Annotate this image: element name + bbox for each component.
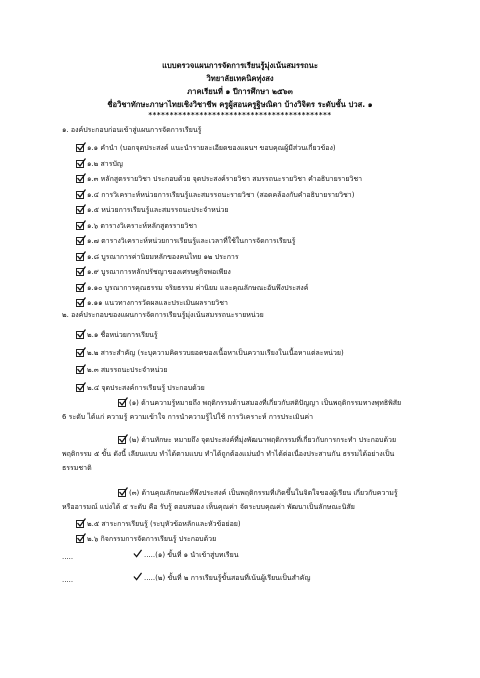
checked-box-icon[interactable] [76,237,84,245]
checklist-item-label: ๑.๑๐ บูรณาการคุณธรรม จริยธรรม ค่านิยม และคุณลักษณะอันพึงประสงค์ [87,283,309,292]
activity-1-prefix: ..... [144,551,156,559]
checked-box-icon[interactable] [76,284,84,292]
star-divider: ******************************************* [148,111,332,119]
checked-box-icon[interactable] [76,349,84,357]
checklist-item [76,221,197,231]
checked-box-icon[interactable] [76,144,84,152]
activity-1-label: (๑) ขั้นที่ ๑ นำเข้าสู่บทเรียน [155,551,239,559]
check-mark-icon [133,549,142,561]
activity-2-prefix: ..... [144,574,156,582]
checklist-item-label: ๒.๒ สาระสำคัญ (ระบุความคิดรวบยอดของเนื้อหาเป็นความเรียงในเนื้อหาแต่ละหน่วย) [87,348,344,357]
checklist-item-label: ๑.๙ บูรณาการหลักปรัชญาของเศรษฐกิจพอเพียง [87,268,231,276]
checklist-item [76,348,344,358]
checklist-item-label: ๑.๒ สารบัญ [87,159,123,168]
objective-knowledge-text: (๑) ด้านความรู้หมายถึง พฤติกรรมด้านสมองที่เกี่ยวกับสติปัญญา เป็นพฤติกรรมทางพุทธิพิสัย [129,399,402,407]
objective-knowledge [118,398,401,408]
checklist-item [76,159,123,169]
checklist-item [76,252,239,262]
objective-attribute [118,488,398,498]
checked-box-icon[interactable] [76,206,84,214]
checked-box-icon[interactable] [76,384,84,392]
checklist-item-label: ๑.๔ การวิเคราะห์หน่วยการเรียนรู้และสมรรถนะรายวิชา (สอดคล้องกับคำอธิบายรายวิชา) [87,190,355,199]
checklist-item [76,365,167,375]
checklist-item-label: ๒.๖ กิจกรรมการจัดการเรียนรู้ ประกอบด้วย [87,535,217,543]
checked-box-icon[interactable] [76,535,84,543]
activity-2-label: (๒) ขั้นที่ ๒ การเรียนรู้ขั้นสอนที่เน้นผู้เรียนเป็นสำคัญ [155,574,311,582]
section1-heading: ๑. องค์ประกอบก่อนเข้าสู่แผนการจัดการเรียนรู้ [62,126,202,134]
objective-skill-cont: พฤติกรรม ๕ ขั้น ดังนี้ เลียนแบบ ทำได้ตามแบบ ทำได้ถูกต้องแม่นยำ ทำได้ต่อเนื่องประสานกัน ธรรมได้อย่างเป็น [62,450,395,458]
objective-attribute-cont: หรืออารมณ์ แบ่งได้ ๕ ระดับ คือ รับรู้ ตอบสนอง เห็นคุณค่า จัดระบบคุณค่า พัฒนาเป็นลักษณะนิสัย [62,503,355,511]
checked-box-icon[interactable] [118,399,126,407]
checklist-item [76,330,158,340]
checklist-item [76,298,228,308]
checklist-item [76,534,216,544]
checklist-item-label: ๑.๕ หน่วยการเรียนรู้และสมรรถนะประจำหน่วย [87,206,229,214]
activity-2-dots: ..... [62,576,74,584]
activity-1 [133,549,239,561]
checklist-item [76,383,205,393]
checked-box-icon[interactable] [76,299,84,307]
activity-1-dots: ..... [62,553,74,561]
checklist-item-label: ๑.๓ หลักสูตรรายวิชา ประกอบด้วย จุดประสงค์รายวิชา สมรรถนะรายวิชา คำอธิบายรายวิชา [87,175,363,183]
checked-box-icon[interactable] [118,436,126,444]
checklist-item [76,143,336,153]
checked-box-icon[interactable] [118,489,126,497]
checked-box-icon[interactable] [76,253,84,261]
objective-skill-text: (๒) ด้านทักษะ หมายถึง จุดประสงค์ที่มุ่งพัฒนาพฤติกรรมที่เกี่ยวกับการกระทำ ประกอบด้วย [129,436,397,444]
checked-box-icon[interactable] [76,222,84,230]
checked-box-icon[interactable] [76,175,84,183]
checked-box-icon[interactable] [76,268,84,276]
checked-box-icon[interactable] [76,331,84,339]
checklist-item [76,190,354,200]
checklist-item [76,267,231,277]
check-mark-icon [133,572,142,584]
objective-skill-cont2: ธรรมชาติ [62,464,92,472]
activity-2 [133,572,310,584]
objective-attribute-text: (๓) ด้านคุณลักษณะที่พึงประสงค์ เป็นพฤติกรรมที่เกิดขึ้นในจิตใจของผู้เรียน เกี่ยวกับความรู้ [129,489,398,497]
checklist-item-label: ๑.๑ คำนำ (บอกจุดประสงค์ แนะนำรายละเอียดของแผนฯ ขอบคุณผู้มีส่วนเกี่ยวข้อง) [87,144,336,152]
checklist-item-label: ๑.๗ ตารางวิเคราะห์หน่วยการเรียนรู้และเวลาที่ใช้ในการจัดการเรียนรู้ [87,237,296,245]
checklist-item [76,174,362,184]
checklist-item [76,519,241,529]
subject-line: ชื่อวิชาทักษะภาษาไทยเชิงวิชาชีพ ครูผู้สอนครูฐิษณิดา บ้างวิจิตร ระดับชั้น ปวส. ๑ [107,100,373,109]
checklist-item-label: ๒.๔ จุดประสงค์การเรียนรู้ ประกอบด้วย [87,383,205,392]
checked-box-icon[interactable] [76,366,84,374]
term-line: ภาคเรียนที่ ๑ ปีการศึกษา ๒๕๖๓ [187,87,293,96]
checklist-item [76,236,295,246]
checklist-item-label: ๒.๕ สาระการเรียนรู้ (ระบุหัวข้อหลักและหัวข้อย่อย) [87,520,241,528]
checklist-item-label: ๒.๓ สมรรถนะประจำหน่วย [87,366,168,374]
section2-heading: ๒. องค์ประกอบของแผนการจัดการเรียนรู้มุ่งเน้นสมรรถนะรายหน่วย [62,311,264,319]
checklist-item [76,205,229,215]
checked-box-icon[interactable] [76,191,84,199]
checklist-item-label: ๑.๑๑ แนวทางการวัดผลและประเมินผลรายวิชา [87,299,228,307]
objective-knowledge-cont: 6 ระดับ ได้แก่ ความรู้ ความเข้าใจ การนำความรู้ไปใช้ การวิเคราะห์ การประเมินค่า [62,413,314,421]
checklist-item-label: ๒.๑ ชื่อหน่วยการเรียนรู้ [87,331,158,339]
college-name: วิทยาลัยเทคนิคทุ่งสง [206,74,274,83]
checklist-item [76,283,308,293]
form-title: แบบตรวจแผนการจัดการเรียนรู้มุ่งเน้นสมรรถนะ [162,61,318,70]
checklist-item-label: ๑.๘ บูรณาการค่านิยมหลักของคนไทย ๑๒ ประการ [87,252,239,261]
checked-box-icon[interactable] [76,160,84,168]
checklist-item-label: ๑.๖ ตารางวิเคราะห์หลักสูตรรายวิชา [87,221,198,230]
objective-skill [118,435,396,445]
checked-box-icon[interactable] [76,520,84,528]
